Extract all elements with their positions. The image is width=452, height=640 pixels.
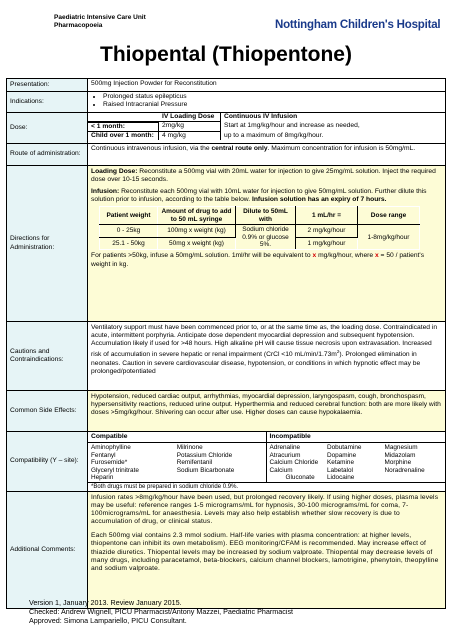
compatible-drug: Aminophylline: [91, 444, 131, 452]
unit-header: [54, 14, 146, 30]
label-compatibility: Compatibility (Y – site):: [7, 432, 88, 491]
document-footer: [29, 598, 293, 625]
dose-table: [88, 113, 445, 140]
label-indications: Indications:: [7, 92, 88, 112]
additional-paragraph-1: Infusion rates >8mg/kg/hour have been used, but prolonged recovery likely. If using higher doses, plasma levels may be useful: reference ranges 1-5 micrograms/mL for hypnosis, 30-100 micrograms/mL for coma, 7-100micrograms/mL for anaesthesia. Levels may also help establish whether slow recovery is due to accumulation of drug, or clinical status.: [91, 494, 439, 526]
compatibility-footnote: *Both drugs must be prepared in sodium chloride 0.9%.: [88, 482, 445, 491]
compatible-drug: Potassium Chloride: [176, 451, 233, 459]
loading-dose-text: Reconstitute a 500mg vial with 20mL water for injection to give 25mg/mL solution. Inject the required dose over 10-15 seconds.: [91, 168, 436, 184]
hospital-logo-text: Nottingham Children's Hospital: [275, 19, 441, 31]
compatible-drug: Remifentanil: [176, 459, 213, 467]
incompatible-drug: Labetalol: [327, 466, 353, 474]
compatibility-table: [88, 432, 445, 483]
incompatible-drug: Morphine: [384, 459, 412, 467]
compatible-drug: Glyceryl trinitrate: [91, 466, 139, 474]
monograph-table: [6, 78, 446, 609]
incompatible-drug: Atracurium: [269, 451, 301, 459]
route-emphasis: central route only: [211, 145, 268, 152]
continuous-line-1: Start at 1mg/kg/hour and increase as needed,: [224, 122, 360, 130]
cautions-text: Ventilatory support must have been commenced prior to, or at the same time as, the loading dose. Contraindicated in acute, intermittent porphyria. Anticipate dose dependent myocardial depression and subsequent hypotension. Accumulation likely if used for >48 hours. High alkaline pH will cause tissue necrosis upon extravasation. Increased risk of accumulation in severe hepatic or renal impairment (CrCl <10 mL/min/1.73m: [91, 324, 438, 359]
incompatible-drug: Ketamine: [327, 459, 354, 467]
loading-dose-header: IV Loading Dose: [159, 113, 221, 122]
version-line: Version 1, January 2013. Review January 2015.: [29, 598, 182, 607]
row-directions: [7, 165, 445, 321]
presentation-text: 500mg Injection Powder for Reconstitution: [91, 80, 217, 87]
approved-line: Approved: Simona Lampariello, PICU Consultant.: [29, 616, 187, 625]
pharmacopoeia-label: Pharmacopoeia: [54, 22, 103, 29]
infusion-preparation-table: [99, 206, 420, 250]
dose-value-child: 4 mg/kg: [159, 132, 221, 140]
row-compatibility: [7, 431, 445, 491]
label-presentation: Presentation:: [7, 79, 88, 91]
compatible-drug: Heparin: [91, 474, 114, 482]
continuous-line-2: up to a maximum of 8mg/kg/hour.: [224, 132, 324, 140]
compatible-drug: Sodium Bicarbonate: [176, 466, 235, 474]
weight-band-2: 25.1 - 50kg: [100, 237, 158, 250]
label-cautions: Cautions and Contraindications:: [7, 322, 88, 390]
incompatible-drug: Magnesium: [384, 444, 418, 452]
continuous-infusion-header: Continuous IV Infusion: [224, 113, 298, 120]
incompatible-list: [267, 443, 446, 483]
compatible-drug: Milrinone: [176, 444, 203, 452]
dose-age-child: Child over 1 month:: [88, 132, 159, 140]
col-dilute: Dilute to 50mL with: [236, 207, 296, 225]
label-side-effects: Common Side Effects:: [7, 391, 88, 431]
incompatible-drug: Lidocaine: [327, 474, 355, 482]
amount-band-2: 50mg x weight (kg): [158, 237, 236, 250]
dose-range: 1-8mg/kg/hour: [358, 225, 420, 250]
rate-band-1: 2 mg/kg/hour: [296, 225, 358, 238]
row-side-effects: [7, 390, 445, 431]
label-route: Route of administration:: [7, 144, 88, 165]
compatible-drug: Fentanyl: [91, 451, 116, 459]
route-text-2: . Maximum concentration for infusion is 50mg/mL.: [267, 145, 416, 152]
route-text: Continuous intravenous infusion, via the: [91, 145, 212, 152]
amount-band-1: 100mg x weight (kg): [158, 225, 236, 238]
row-route: [7, 143, 445, 165]
diluent: Sodium chloride 0.9% or glucose 5%.: [236, 225, 296, 250]
infusion-label: Infusion:: [91, 188, 120, 196]
unit-name: Paediatric Intensive Care Unit: [54, 14, 146, 21]
indication-item: • Prolonged status epilepticus: [103, 93, 442, 101]
col-patient-weight: Patient weight: [100, 207, 158, 225]
incompatible-drug: Dopamine: [327, 451, 357, 459]
page-title: Thiopental (Thiopentone): [100, 43, 352, 66]
infusion-text: Reconstitute each 500mg vial with 10mL water for injection to give 50mg/mL solution. Further dilute this solution prior to infusion, according to the table below.: [91, 188, 427, 204]
col-range: Dose range: [358, 207, 420, 225]
dose-value-neonate: 2mg/kg: [159, 122, 221, 132]
row-indications: [7, 91, 445, 112]
label-additional: Additional Comments:: [7, 492, 88, 608]
indication-item: • Raised Intracranial Pressure: [103, 101, 442, 109]
infusion-expiry: Infusion solution has an expiry of 7 hours.: [251, 196, 387, 204]
dose-age-neonate: < 1 month:: [88, 122, 159, 132]
incompatible-drug: Calcium Chloride: [269, 459, 319, 467]
row-dose: [7, 112, 445, 143]
incompatible-drug: Noradrenaline: [384, 466, 425, 474]
checked-line: Checked: Andrew Wignell, PICU Pharmacist/Antony Mazzei, Paediatric Pharmacist: [29, 607, 294, 616]
compatible-header: Compatible: [88, 432, 267, 443]
label-dose: Dose:: [7, 113, 88, 143]
col-amount: Amount of drug to add to 50 mL syringe: [158, 207, 236, 225]
side-effects-text: Hypotension, reduced cardiac output, arrhythmias, myocardial depression, laryngospasm, cough, bronchospasm, hypersensitivity reactions, reduced urine output. Hyperthermia and reduced cerebral function: both are more likely with doses >5mg/kg/hour. Shivering can occur after use. Higher doses can cause hypokalaemia.: [91, 393, 441, 417]
col-rate: 1 mL/hr =: [296, 207, 358, 225]
incompatible-drug: Midazolam: [384, 451, 416, 459]
indications-list: [91, 93, 442, 109]
compatible-list: [88, 443, 267, 483]
row-additional: [7, 491, 445, 608]
weight-band-1: 0 - 25kg: [100, 225, 158, 238]
label-directions: Directions for Administration:: [7, 166, 88, 321]
row-cautions: Cautions and Contraindications: Ventilatory support must have been commenced prior to, or at the same time as, the loading dose. Contraindicated in acute, intermittent porphyria. Anticipate dose dependent myocardial depression and subsequent hypotension. Accumulation likely if used for >48 hours. High alkaline pH will cause tissue necrosis upon extravasation. Increased risk of accumulation in severe hepatic or renal impairment (CrCl <10 $mL/\min/1.73m^2$). Prolonged elimination in neonates. Caution in severe cardiovascular disease, hypotension, or conditions in which hypnotic effect may be prolonged/potentiated: [7, 321, 445, 390]
compatible-drug: Furosemide*: [91, 459, 128, 467]
large-patient-note: For patients >50kg, infuse a 50mg/mL solution. 1ml/hr will be equivalent to x mg/kg/hour, where x = 50 / patient's weight in kg.: [91, 252, 425, 268]
rate-band-2: 1 mg/kg/hour: [296, 237, 358, 250]
loading-dose-label: Loading Dose:: [91, 168, 138, 175]
incompatible-header: Incompatible: [267, 432, 446, 443]
additional-paragraph-2: Each 500mg vial contains 2.3 mmol sodium. Half-life varies with plasma concentration: at higher levels, thiopentone can inhibit its own metabolism). EEG monitoring/CFAM is recommended. May increase effect of thiazide diuretics. Thiopental levels may be increased by sodium valproate. Thiopental may decrease levels of many drugs, including paracetamol, beta-blockers, calcium channel blockers, lamotrigine, phenytoin, theopylline and sodium valproate.: [91, 532, 439, 572]
cautions-text-2: ). Prolonged elimination in neonates. Caution in severe cardiovascular disease, hypotension, or conditions in which hypnotic effect may be prolonged/potentiated: [91, 351, 421, 375]
incompatible-drug: Dobutamine: [327, 444, 362, 452]
incompatible-drug: Gluconate: [285, 474, 315, 482]
incompatible-drug: Calcium: [269, 466, 293, 474]
row-presentation: [7, 79, 445, 91]
incompatible-drug: Adrenaline: [269, 444, 301, 452]
